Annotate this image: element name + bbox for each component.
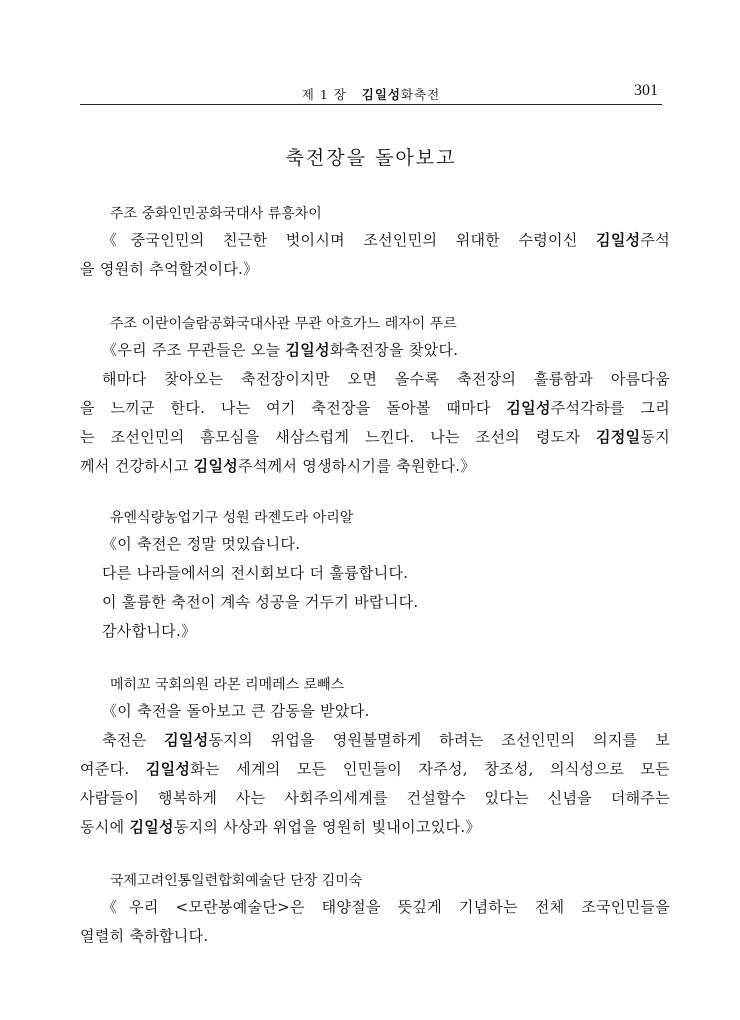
chapter-prefix: 제 1 장	[301, 87, 347, 102]
text-line: 이 훌륭한 축전이 계속 성공을 거두기 바랍니다.	[102, 593, 419, 611]
leader-name: 김일성	[285, 341, 330, 359]
leader-name: 김일성	[145, 760, 191, 778]
text-line: 께서 건강하시고 김일성주석께서 영생하시기를 축원한다.》	[80, 457, 476, 475]
text-line: 해마다 찾아오는 축전장이지만 오면 올수록 축전장의 훌륭함과 아름다움	[102, 370, 670, 388]
entry-3	[80, 506, 670, 646]
leader-name: 김일성	[506, 399, 551, 417]
entry-5	[80, 869, 670, 951]
text-line: 《중국인민의 친근한 벗이시며 조선인민의 위대한 수령이신 김일성주석	[102, 231, 670, 249]
speaker-3: 유엔식량농업기구 성원 라젠도라 아리알	[110, 510, 354, 526]
text-line: 《우리 주조 무관들은 오늘 김일성화축전장을 찾았다.	[102, 341, 459, 359]
text-line: 열렬히 축하합니다.	[80, 927, 209, 945]
text-line: 《이 축전을 돌아보고 큰 감동을 받았다.	[102, 702, 370, 720]
text-line: 을 느끼군 한다. 나는 여기 축전장을 돌아볼 때마다 김일성주석각하를 그리	[80, 399, 670, 417]
page-number: 301	[634, 82, 658, 99]
text-line: 을 영원히 추억할것이다.》	[80, 260, 259, 278]
text-line: 《우리 <모란봉예술단>은 태양절을 뜻깊게 기념하는 전체 조국인민들을	[102, 898, 670, 916]
text-line: 동시에 김일성동지의 사상과 위업을 영원히 빛내이고있다.》	[80, 818, 481, 836]
speaker-2: 주조 이란이슬람공화국대사관 무관 아흐가느 레자이 푸르	[110, 316, 457, 332]
speaker-4: 메히꼬 국회의원 라몬 리메레스 로빼스	[110, 677, 345, 693]
text-line: 여준다. 김일성화는 세계의 모든 인민들이 자주성, 창조성, 의식성으로 모든	[80, 760, 670, 778]
speaker-1: 주조 중화인민공화국대사 류흥차이	[110, 206, 322, 222]
chapter-name-emphasis: 김일성	[361, 87, 401, 102]
entry-1	[80, 202, 670, 284]
entry-2	[80, 312, 670, 481]
chapter-suffix: 화축전	[400, 87, 441, 102]
text-line: 《이 축전은 정말 멋있습니다.	[102, 535, 301, 553]
leader-name: 김일성	[596, 231, 641, 249]
leader-name: 김일성	[193, 457, 239, 475]
speaker-5: 국제고려인통일련합회예술단 단장 김미숙	[110, 873, 363, 889]
section-title: 축전장을 돌아보고	[285, 147, 457, 169]
running-header	[80, 84, 662, 105]
entry-4	[80, 673, 670, 842]
text-line: 감사합니다.》	[102, 622, 197, 640]
text-line: 사람들이 행복하게 사는 사회주의세계를 건설할수 있다는 신념을 더해주는	[80, 789, 670, 807]
text-line: 는 조선인민의 흠모심을 새삼스럽게 느낀다. 나는 조선의 령도자 김정일동지	[80, 428, 670, 446]
leader-name: 김일성	[129, 818, 174, 836]
text-line: 다른 나라들에서의 전시회보다 더 훌륭합니다.	[102, 564, 409, 582]
chapter-heading	[80, 85, 662, 103]
leader-name: 김일성	[164, 731, 209, 749]
leader-name: 김정일	[596, 428, 641, 446]
text-line: 축전은 김일성동지의 위업을 영원불멸하게 하려는 조선인민의 의지를 보	[102, 731, 670, 749]
